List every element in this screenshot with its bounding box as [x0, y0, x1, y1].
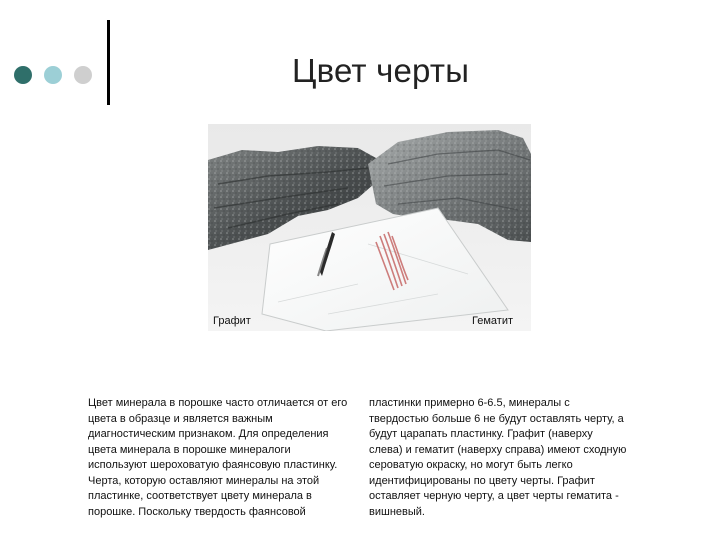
slide-title: Цвет черты: [292, 52, 470, 89]
text-line: оставляет черную черту, а цвет черты гематита -: [369, 490, 619, 502]
text-line: Черта, которую оставляют минералы на этой: [88, 474, 320, 487]
caption-graphite: Графит: [213, 315, 251, 327]
text-line: цвета в образце и является важным: [88, 412, 273, 425]
title-divider: [107, 20, 110, 105]
caption-hematite: Гематит: [472, 315, 513, 327]
text-line: слева) и гематит (наверху справа) имеют сходную: [369, 443, 627, 456]
text-line: используют шероховатую фаянсовую пластинку.: [88, 459, 338, 471]
text-line: твердостью больше 6 не будут оставлять черту, а: [369, 412, 624, 425]
decor-dot-dark: [14, 66, 32, 84]
mineral-photo: [208, 124, 531, 331]
text-column-right: [369, 396, 626, 520]
decor-dot-grey: [74, 66, 92, 84]
decor-dot-light: [44, 66, 62, 84]
text-line: сероватую окраску, но могут быть легко: [369, 459, 573, 471]
text-column-left: [88, 396, 347, 520]
text-line: порошке. Поскольку твердость фаянсовой: [88, 505, 306, 518]
text-line: диагностическим признаком. Для определения: [88, 428, 329, 440]
text-line: будут царапать пластинку. Графит (наверху: [369, 428, 593, 440]
text-line: пластинки примерно 6-6.5, минералы с: [369, 397, 570, 409]
text-line: цвета минерала в порошке минералоги: [88, 443, 291, 456]
text-line: вишневый.: [369, 505, 425, 518]
text-line: Цвет минерала в порошке часто отличается от его: [88, 397, 348, 409]
text-line: идентифицированы по цвету черты. Графит: [369, 474, 595, 487]
text-line: пластинке, соответствует цвету минерала в: [88, 490, 312, 502]
